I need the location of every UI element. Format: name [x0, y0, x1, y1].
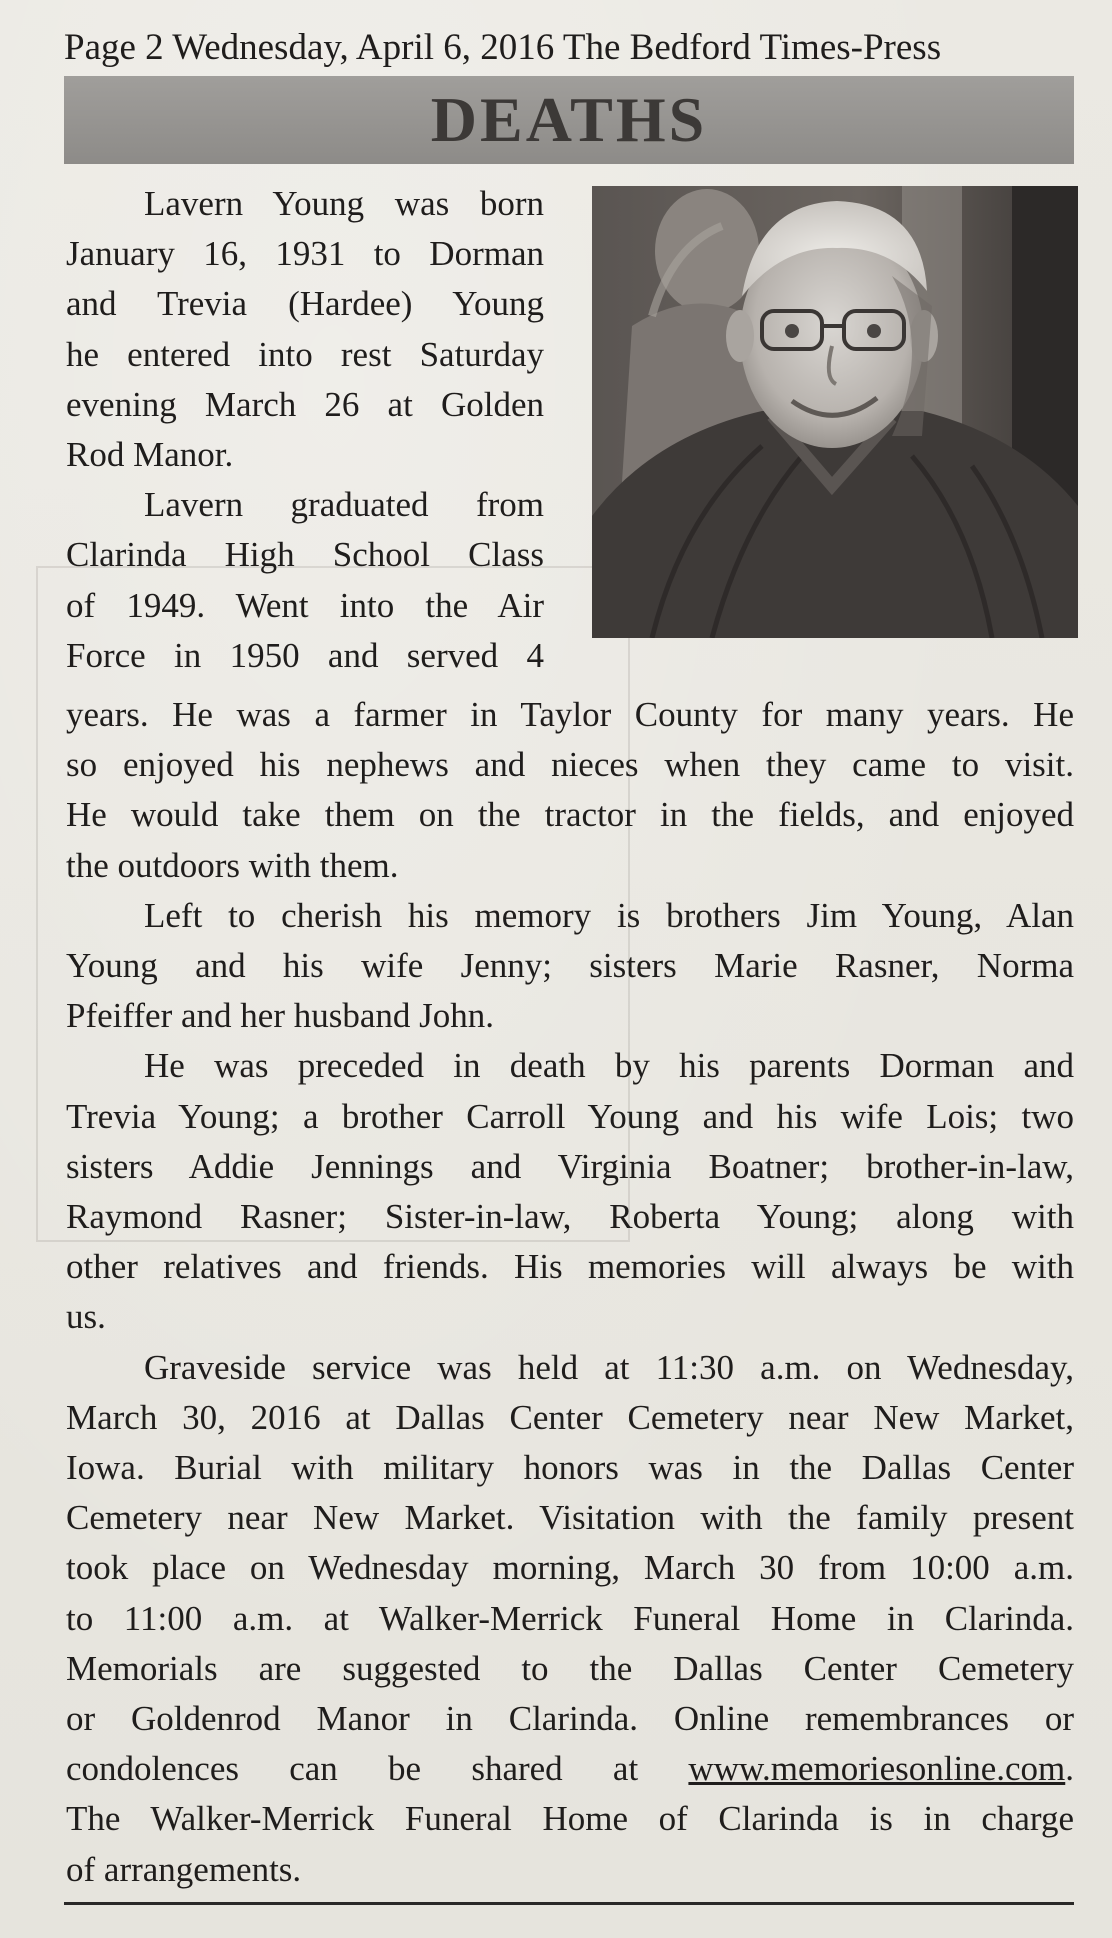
- text-line: years. He was a farmer in Taylor County for many years. He: [66, 695, 1074, 734]
- text-line: He would take them on the tractor in the fields, and enjoyed: [66, 795, 1074, 835]
- text-line: evening March 26 at Golden: [66, 384, 544, 424]
- text-fragment: condolences can be shared at: [66, 1749, 639, 1789]
- section-banner: [64, 76, 1074, 164]
- text-line: Cemetery near New Market. Visitation with the family present: [66, 1498, 1074, 1538]
- intro-column: [66, 179, 544, 681]
- portrait-photo-icon: [592, 186, 1078, 638]
- text-line: Iowa. Burial with military honors was in the Dallas Center: [66, 1448, 1074, 1488]
- text-line: of 1949. Went into the Air: [66, 585, 544, 625]
- text-line: Trevia Young; a brother Carroll Young and his wife Lois; two: [66, 1096, 1074, 1136]
- body-column: [66, 690, 1074, 1895]
- text-line: or Goldenrod Manor in Clarinda. Online remembrances or: [66, 1699, 1074, 1739]
- text-line: he entered into rest Saturday: [66, 334, 544, 374]
- text-line: took place on Wednesday morning, March 30 from 10:00 a.m.: [66, 1548, 1074, 1588]
- portrait-photo: [592, 186, 1078, 638]
- text-line: Memorials are suggested to the Dallas Center Cemetery: [66, 1648, 1074, 1688]
- text-line: Left to cherish his memory is brothers Jim Young, Alan: [144, 895, 1074, 935]
- text-line: Raymond Rasner; Sister-in-law, Roberta Young; along with: [66, 1197, 1074, 1237]
- text-line: Young and his wife Jenny; sisters Marie Rasner, Norma: [66, 946, 1074, 986]
- text-line: March 30, 2016 at Dallas Center Cemetery near New Market,: [66, 1397, 1074, 1437]
- text-line: other relatives and friends. His memories will always be with: [66, 1247, 1074, 1287]
- text-line: the outdoors with them.: [66, 845, 399, 885]
- text-line: Graveside service was held at 11:30 a.m. on Wednesday,: [144, 1347, 1074, 1387]
- text-line: Force in 1950 and served 4: [66, 635, 544, 675]
- text-line: Pfeiffer and her husband John.: [66, 996, 494, 1036]
- section-title: DEATHS: [430, 84, 708, 155]
- text-line: Lavern Young was born: [144, 184, 544, 223]
- text-line: He was preceded in death by his parents Dorman and: [144, 1046, 1074, 1086]
- text-line: sisters Addie Jennings and Virginia Boatner; brother-in-law,: [66, 1146, 1074, 1186]
- text-line: January 16, 1931 to Dorman: [66, 234, 544, 274]
- text-line: Clarinda High School Class: [66, 535, 544, 575]
- memories-online-link[interactable]: www.memoriesonline.com: [688, 1749, 1066, 1789]
- text-line: to 11:00 a.m. at Walker-Merrick Funeral Home in Clarinda.: [66, 1598, 1074, 1638]
- text-line: us.: [66, 1297, 106, 1337]
- text-line: so enjoyed his nephews and nieces when they came to visit.: [66, 745, 1074, 785]
- text-line-with-link: [66, 1744, 1074, 1794]
- text-line: and Trevia (Hardee) Young: [66, 284, 544, 324]
- text-line: Lavern graduated from: [144, 485, 544, 525]
- text-line: of arrangements.: [66, 1849, 302, 1889]
- link-trailing-period: .: [1065, 1749, 1074, 1789]
- text-line: The Walker-Merrick Funeral Home of Clarinda is in charge: [66, 1799, 1074, 1839]
- bottom-rule: [64, 1902, 1074, 1905]
- text-line: Rod Manor.: [66, 435, 234, 475]
- masthead-line: Page 2 Wednesday, April 6, 2016 The Bedford Times-Press: [64, 27, 942, 68]
